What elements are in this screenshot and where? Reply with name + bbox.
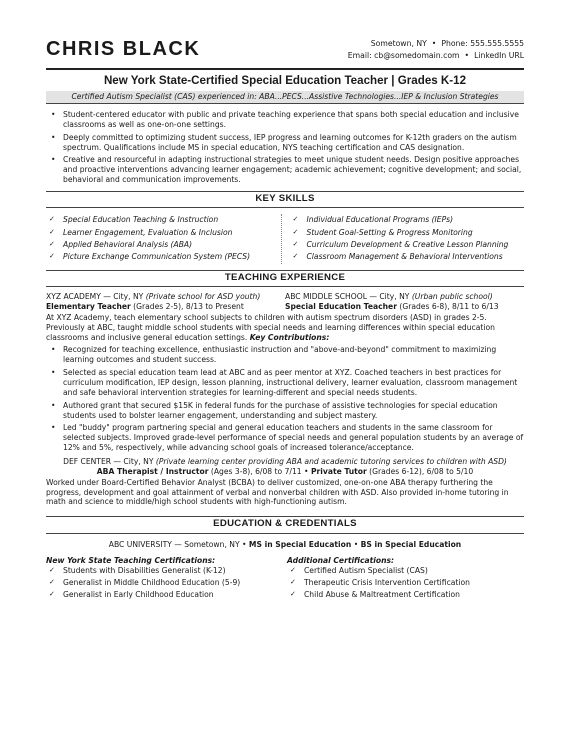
separator-dot: • bbox=[431, 39, 437, 49]
separator-dot: • bbox=[351, 539, 361, 549]
list-item: • Selected as special education team lead at ABC and as peer mentor at XYZ. Coached teachers in best practices for curriculum modification, IEP design, lesson planning, instructional delivery, learner evaluation, classroom management and safe behavioral intervention strategies for learning-different and special needs students. bbox=[46, 368, 524, 398]
employer-note: (Urban public school) bbox=[411, 292, 493, 302]
list-item: ✓ Picture Exchange Communication System (PECS) bbox=[46, 251, 281, 263]
resume-title: New York State-Certified Special Education Teacher | Grades K-12 bbox=[103, 74, 467, 87]
list-item: • Recognized for teaching excellence, enthusiastic instruction and "above-and-beyond" commitment to maximizing learning outcomes and student success. bbox=[46, 345, 524, 365]
cert-heading: New York State Teaching Certifications: bbox=[46, 555, 216, 565]
employer-name: DEF CENTER — City, NY bbox=[63, 456, 156, 466]
intro-text: At XYZ Academy, teach elementary school subjects to children with autism spectrum disorders (ASD) in grades 2-5. Previously at ABC, taught middle school students with special needs and learning differences within special education classrooms and inclusive general education settings. bbox=[46, 312, 495, 342]
list-item: ✓ Certified Autism Specialist (CAS) bbox=[287, 565, 524, 577]
job-role: ABA Therapist / Instructor bbox=[96, 466, 209, 476]
contributions-list bbox=[46, 345, 524, 453]
contributions-label: Key Contributions: bbox=[249, 332, 330, 342]
school-name: ABC UNIVERSITY — Sometown, NY • bbox=[108, 539, 249, 549]
education-line bbox=[46, 540, 524, 550]
list-item: • Authored grant that secured $15K in federal funds for the purchase of assistive technologies for special education students used to bolster learner engagement, understanding and subject mastery. bbox=[46, 401, 524, 421]
job-headers bbox=[46, 292, 524, 312]
location: Sometown, NY bbox=[370, 39, 427, 49]
employer-name: XYZ ACADEMY — City, NY bbox=[46, 292, 146, 302]
list-item: • Creative and resourceful in adapting instructional strategies to meet unique student needs. Design positive approaches and proactive interventions advancing learner engagement; academic achievement; cognitive development; and social, behavioral and communication improvements. bbox=[46, 155, 524, 185]
summary-list bbox=[46, 110, 524, 185]
job-abc bbox=[285, 292, 524, 312]
job-detail: (Grades 2-5), 8/13 to Present bbox=[130, 301, 244, 311]
list-item: ✓ Generalist in Early Childhood Education bbox=[46, 589, 283, 601]
list-item: ✓ Student Goal-Setting & Progress Monitoring bbox=[290, 227, 525, 239]
list-item: ✓ Generalist in Middle Childhood Education (5-9) bbox=[46, 577, 283, 589]
certs-left bbox=[46, 556, 283, 601]
list-item: ✓ Special Education Teaching & Instruction bbox=[46, 214, 281, 226]
list-item: ✓ Curriculum Development & Creative Lesson Planning bbox=[290, 239, 525, 251]
list-item: ✓ Students with Disabilities Generalist (K-12) bbox=[46, 565, 283, 577]
experience-intro bbox=[46, 313, 524, 343]
contact-block bbox=[348, 38, 524, 66]
linkedin-link[interactable]: LinkedIn URL bbox=[474, 51, 524, 61]
job-detail: (Ages 3-8), 6/08 to 7/11 • bbox=[208, 466, 311, 476]
section-heading-experience: TEACHING EXPERIENCE bbox=[46, 270, 524, 287]
cert-heading: Additional Certifications: bbox=[287, 555, 395, 565]
skills-left bbox=[46, 214, 281, 263]
job-detail: (Grades 6-12), 6/08 to 5/10 bbox=[366, 466, 474, 476]
employer-name: ABC MIDDLE SCHOOL — City, NY bbox=[285, 292, 412, 302]
resume-header bbox=[46, 18, 524, 66]
job-role: Elementary Teacher bbox=[46, 301, 131, 311]
phone: Phone: 555.555.5555 bbox=[441, 39, 524, 49]
def-description: Worked under Board-Certified Behavior Analyst (BCBA) to deliver customized, one-on-one ABA therapy furthering the progress, development and goal attainment of verbal and nonverbal children with ASD. Also provided in-home tutoring in math and science to middle/high school students with high-functioning autism. bbox=[46, 477, 509, 507]
list-item: ✓ Child Abuse & Maltreatment Certification bbox=[287, 589, 524, 601]
list-item: ✓ Classroom Management & Behavioral Interventions bbox=[290, 251, 525, 263]
list-item: ✓ Individual Educational Programs (IEPs) bbox=[290, 214, 525, 226]
tagline: Certified Autism Specialist (CAS) experienced in: ABA...PECS...Assistive Technologies...IEP & Inclusion Strategies bbox=[46, 91, 524, 104]
list-item: • Student-centered educator with public and private teaching experience that spans both special education and inclusive classrooms as well as one-on-one settings. bbox=[46, 110, 524, 130]
job-detail: (Grades 6-8), 8/11 to 6/13 bbox=[396, 301, 499, 311]
degree: BS in Special Education bbox=[360, 539, 462, 549]
email: Email: cb@somedomain.com bbox=[347, 51, 460, 61]
certifications bbox=[46, 556, 524, 601]
header-rule bbox=[46, 68, 524, 70]
employer-note: (Private school for ASD youth) bbox=[145, 292, 261, 302]
job-role: Special Education Teacher bbox=[285, 301, 397, 311]
degree: MS in Special Education bbox=[248, 539, 352, 549]
list-item: ✓ Applied Behavioral Analysis (ABA) bbox=[46, 239, 281, 251]
section-heading-education: EDUCATION & CREDENTIALS bbox=[46, 516, 524, 533]
job-def bbox=[46, 457, 524, 467]
list-item: • Deeply committed to optimizing student success, IEP progress and learning outcomes for K-12th graders on the autism spectrum. Qualifications include MS in special education, NYS teaching certification and CAS designation. bbox=[46, 133, 524, 153]
job-role: Private Tutor bbox=[310, 466, 367, 476]
skills-columns bbox=[46, 214, 524, 263]
def-roles bbox=[46, 467, 524, 477]
employer-note: (Private learning center providing ABA and academic tutoring services to children with ASD) bbox=[155, 456, 507, 466]
candidate-name: CHRIS BLACK bbox=[46, 38, 201, 60]
job-xyz bbox=[46, 292, 285, 312]
section-heading-skills: KEY SKILLS bbox=[46, 191, 524, 208]
list-item: ✓ Therapeutic Crisis Intervention Certification bbox=[287, 577, 524, 589]
separator-dot: • bbox=[464, 51, 470, 61]
skills-right bbox=[281, 214, 525, 263]
list-item: ✓ Learner Engagement, Evaluation & Inclusion bbox=[46, 227, 281, 239]
certs-right bbox=[283, 556, 524, 601]
list-item: • Led "buddy" program partnering special and general education teachers and students in the same classroom for selected subjects. Improved grade-level performance of special needs and general population students by an average of 12% and 5%, respectively, while advancing school goals of increased tolerance/acceptance. bbox=[46, 423, 524, 453]
